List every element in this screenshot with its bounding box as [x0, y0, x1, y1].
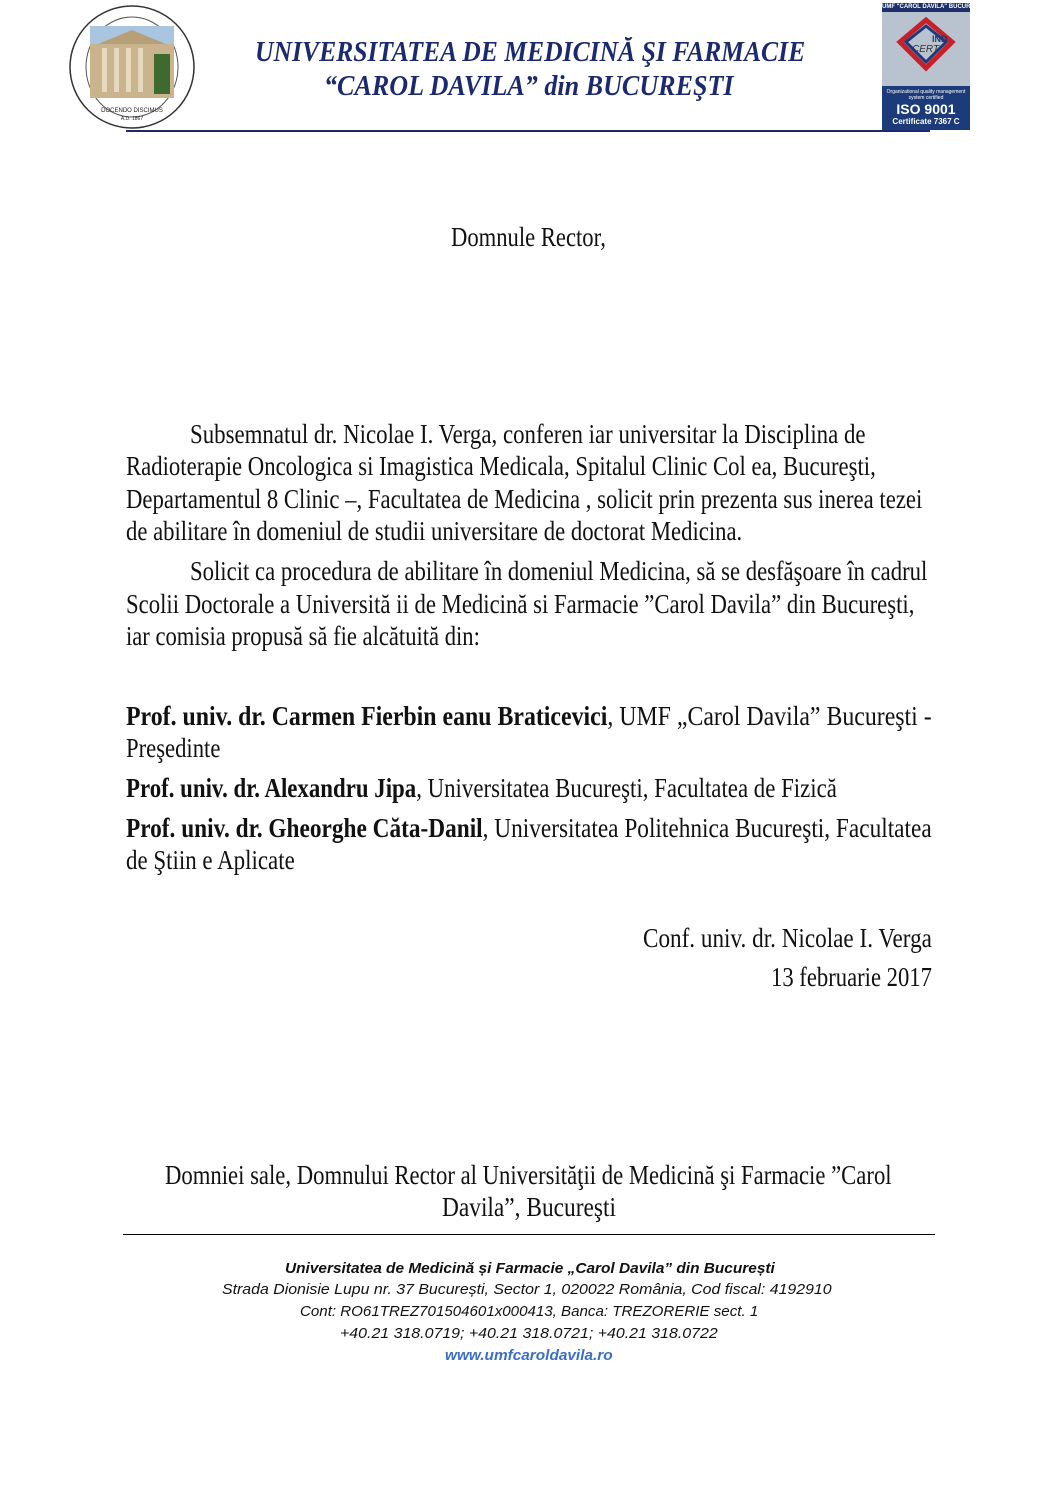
cert-number: Certificate 7367 C: [892, 117, 960, 126]
member-name: Prof. univ. dr. Alexandru Jipa: [126, 773, 417, 803]
member-affiliation: , UMF „Carol Davila” Bucureşti -: [607, 701, 932, 731]
member-affiliation: , Universitatea Politehnica Bucureşti, Facultatea: [482, 813, 932, 843]
university-seal-logo: [68, 4, 196, 130]
svg-text:CERT: CERT: [912, 44, 940, 55]
paragraph1-line: Departamentul 8 Clinic –, Facultatea de Medicina , solicit prin prezenta sus inerea tezei: [126, 484, 923, 514]
footer-university-name: Universitatea de Medicină și Farmacie „Carol Davila” din București: [285, 1260, 775, 1277]
addressee-line2: Davila”, Bucureşti: [442, 1192, 616, 1222]
iso-certification-logo: UMF "CAROL DAVILA" BUCUREŞTI CERT IND Organizational quality management system certified ISO 9001 Certificate 7367 C: [882, 3, 970, 130]
cert-iso-label: ISO 9001: [896, 101, 956, 117]
svg-text:DOCENDO DISCIMUS: DOCENDO DISCIMUS: [101, 108, 163, 114]
paragraph2-line: Scolii Doctorale a Universită ii de Medicină si Farmacie ”Carol Davila” din Bucureşti,: [126, 589, 915, 619]
header-title-line1: UNIVERSITATEA DE MEDICINĂ ŞI FARMACIE: [255, 37, 806, 68]
member-name: Prof. univ. dr. Carmen Fierbin eanu Braticevici: [126, 701, 608, 731]
committee-member-3-continuation: de Ştiin e Aplicate: [126, 845, 295, 875]
paragraph2-line: Solicit ca procedura de abilitare în domeniul Medicina, să se desfăşoare în cadrul: [190, 556, 928, 586]
footer-website-link[interactable]: www.umfcaroldavila.ro: [445, 1347, 613, 1364]
addressee-line1: Domniei sale, Domnului Rector al Universităţii de Medicină şi Farmacie ”Carol: [165, 1160, 892, 1190]
paragraph1-line: Subsemnatul dr. Nicolae I. Verga, conferen iar universitar la Disciplina de: [190, 419, 866, 449]
committee-member-1-role: Preşedinte: [126, 733, 221, 763]
footer-phones: +40.21 318.0719; +40.21 318.0721; +40.21 318.0722: [340, 1325, 718, 1342]
committee-member-2: [126, 772, 837, 804]
signature-date: 13 februarie 2017: [771, 962, 932, 992]
header-title-line2: “CAROL DAVILA” din BUCUREŞTI: [324, 71, 734, 102]
footer-divider: [123, 1234, 935, 1235]
footer-address: Strada Dionisie Lupu nr. 37 București, Sector 1, 020022 România, Cod fiscal: 4192910: [222, 1281, 832, 1298]
footer-bank-account: Cont: RO61TREZ701504601x000413, Banca: TREZORERIE sect. 1: [300, 1303, 759, 1320]
paragraph1-line: Radioterapie Oncologica si Imagistica Medicala, Spitalul Clinic Col ea, Bucureşti,: [126, 451, 876, 481]
cert-top-label: UMF "CAROL DAVILA" BUCUREŞTI: [882, 4, 984, 10]
committee-member-1: [126, 700, 932, 732]
svg-text:A.D. 1867: A.D. 1867: [120, 116, 144, 122]
paragraph1-line: de abilitare în domeniul de studii universitare de doctorat Medicina.: [126, 516, 743, 546]
member-name: Prof. univ. dr. Gheorghe Căta-Danil: [126, 813, 483, 843]
salutation: Domnule Rector,: [451, 222, 606, 252]
signature-name: Conf. univ. dr. Nicolae I. Verga: [643, 923, 932, 953]
member-affiliation: , Universitatea Bucureşti, Facultatea de Fizică: [416, 773, 837, 803]
committee-member-3: [126, 812, 932, 844]
svg-text:IND: IND: [932, 34, 948, 44]
header-divider: [126, 130, 930, 132]
paragraph2-line: iar comisia propusă să fie alcătuită din:: [126, 621, 480, 651]
